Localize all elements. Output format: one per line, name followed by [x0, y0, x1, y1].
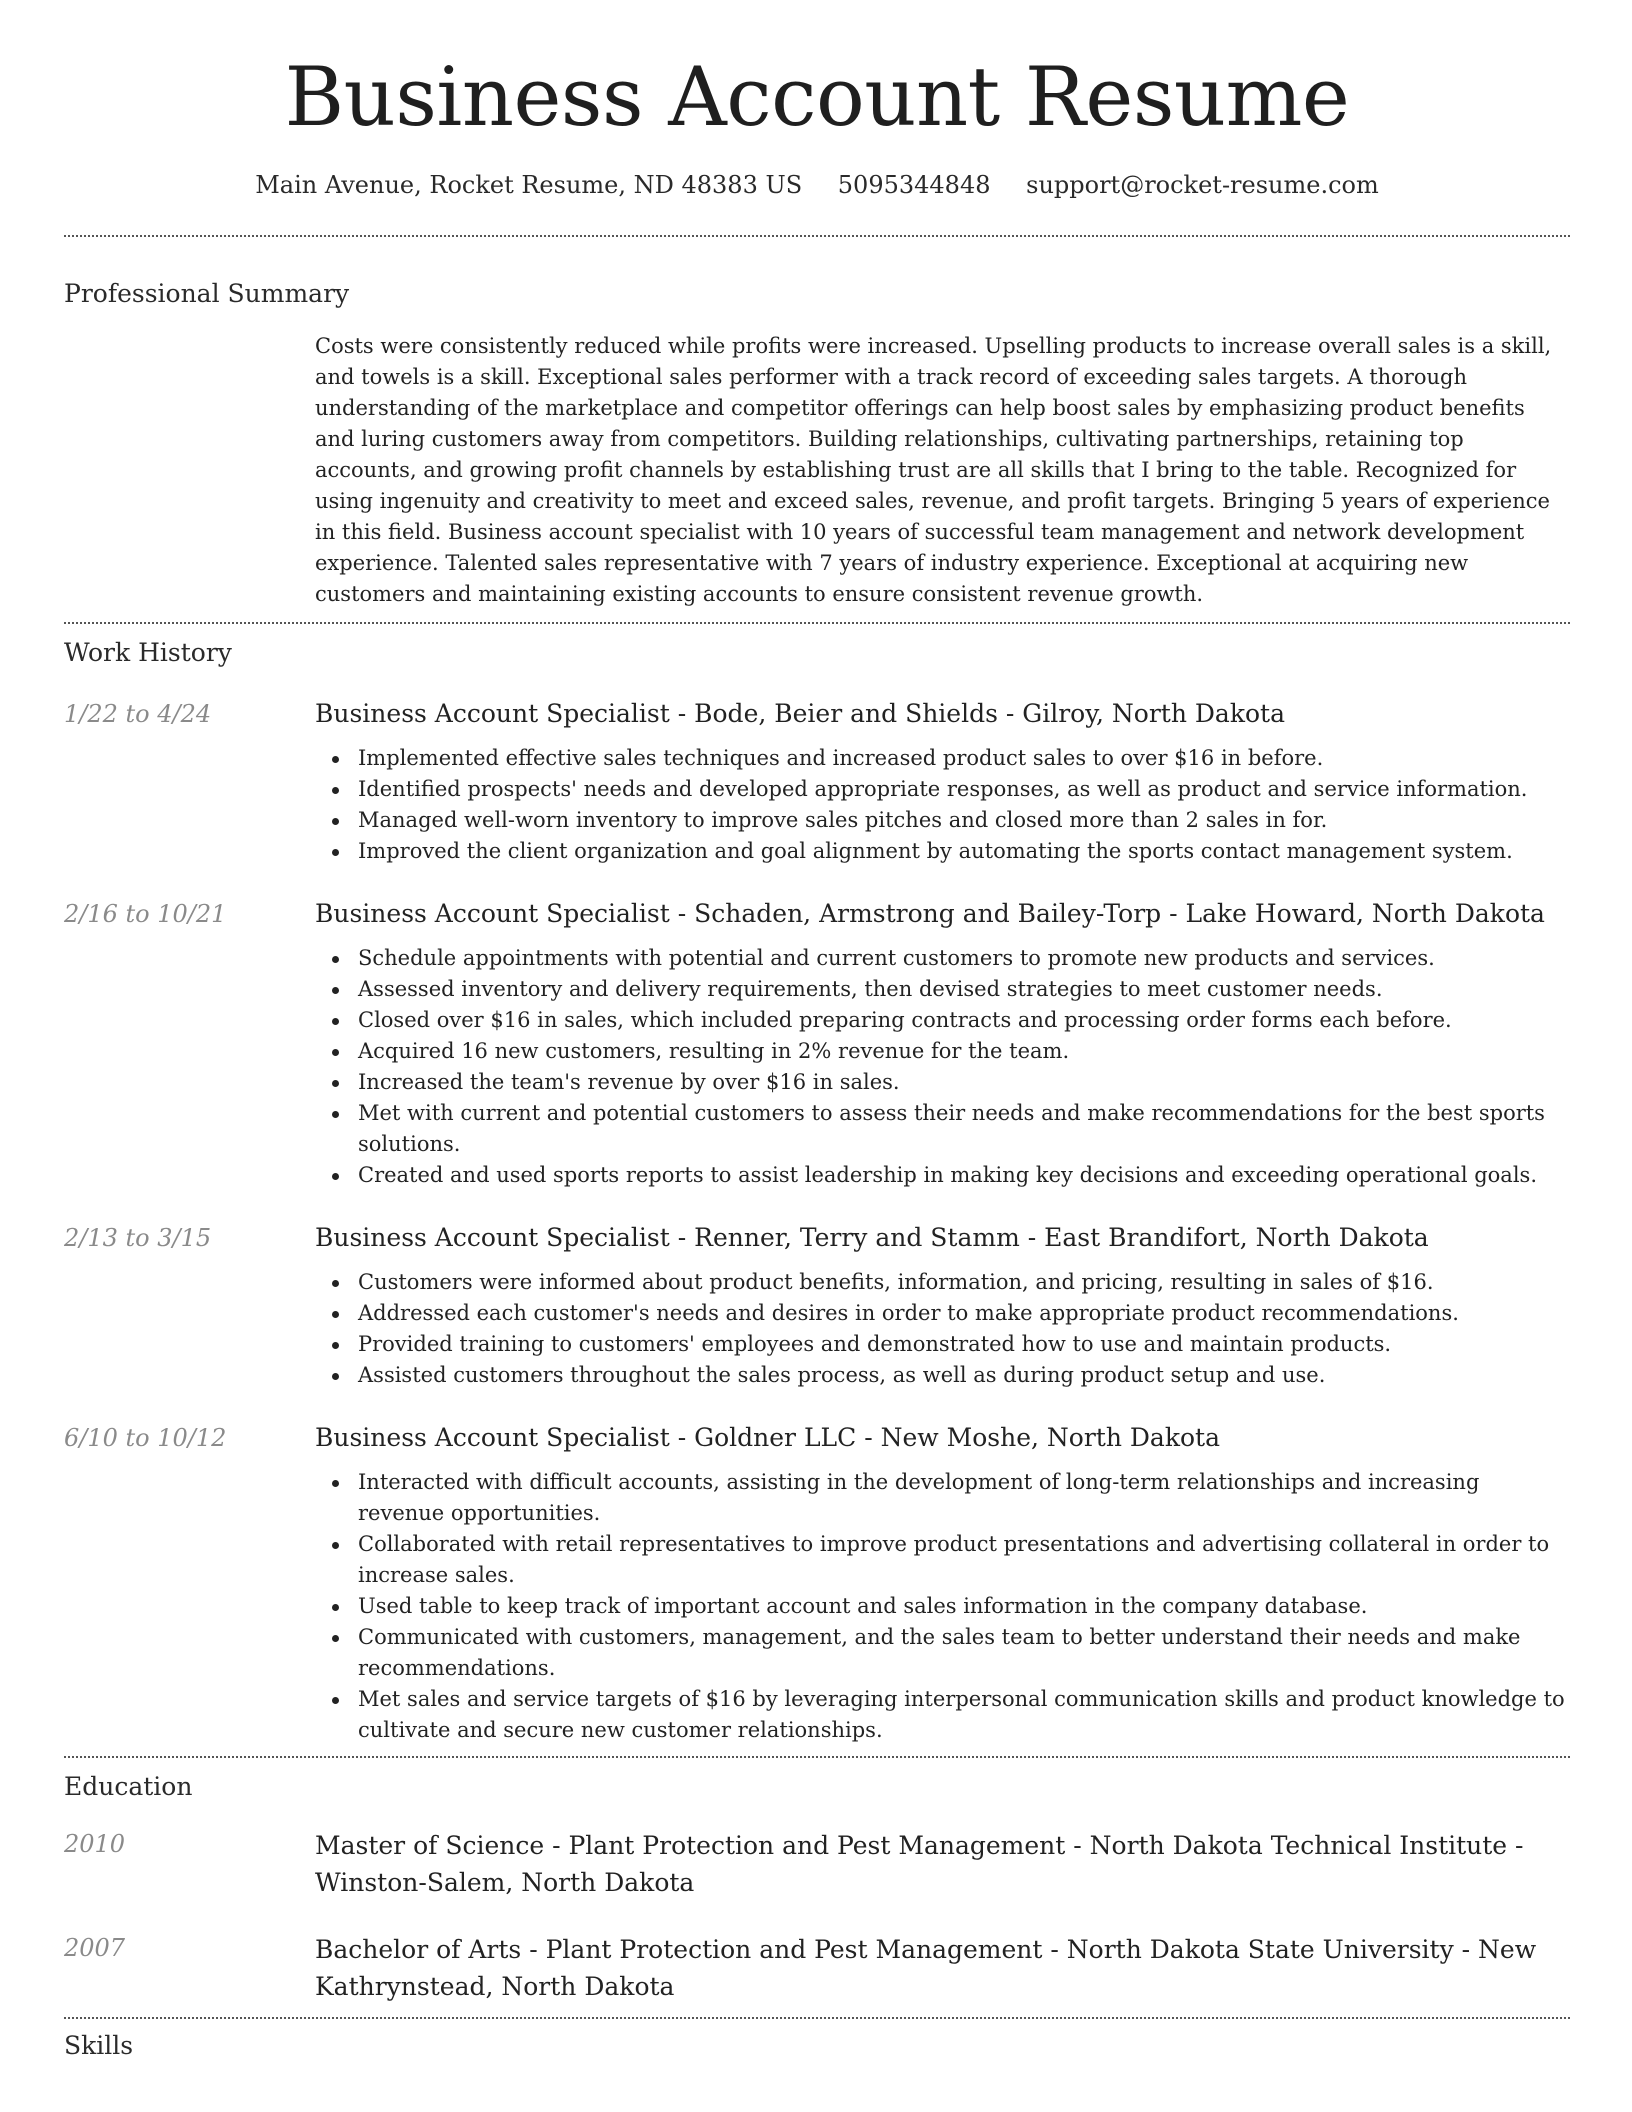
contact-phone: 5095344848 [837, 171, 991, 199]
job-bullet: Increased the team's revenue by over $16 in sales. [358, 1067, 1570, 1098]
resume-page [64, 0, 1570, 2060]
job-body [315, 697, 1570, 867]
job-body [315, 1221, 1570, 1391]
contact-line [64, 171, 1570, 199]
education-entry [64, 1827, 1570, 1901]
job-bullet: Acquired 16 new customers, resulting in 2% revenue for the team. [358, 1036, 1570, 1067]
job-bullet: Assessed inventory and delivery requirements, then devised strategies to meet customer needs. [358, 974, 1570, 1005]
education-year: 2007 [64, 1934, 126, 1962]
job-bullet: Assisted customers throughout the sales process, as well as during product setup and use. [358, 1360, 1570, 1391]
job-entry [64, 697, 1570, 867]
job-title: Business Account Specialist - Bode, Beier and Shields - Gilroy, North Dakota [315, 699, 1285, 728]
job-title: Business Account Specialist - Goldner LLC - New Moshe, North Dakota [315, 1423, 1220, 1452]
section-divider [64, 2017, 1570, 2019]
job-bullet: Interacted with difficult accounts, assisting in the development of long-term relationships and increasing revenue opportunities. [358, 1467, 1570, 1529]
job-entry [64, 1421, 1570, 1746]
skills-heading: Skills [64, 2031, 134, 2060]
section-divider [64, 235, 1570, 237]
job-bullet: Implemented effective sales techniques and increased product sales to over $16 in before. [358, 743, 1570, 774]
job-bullet: Addressed each customer's needs and desires in order to make appropriate product recommendations. [358, 1298, 1570, 1329]
job-dates: 2/13 to 3/15 [64, 1224, 212, 1252]
job-bullets [358, 943, 1570, 1191]
job-bullet: Identified prospects' needs and developed appropriate responses, as well as product and service information. [358, 774, 1570, 805]
education-text: Bachelor of Arts - Plant Protection and Pest Management - North Dakota State University - New Kathrynstead, North Dakota [315, 1935, 1537, 2001]
education-year: 2010 [64, 1830, 126, 1858]
job-title: Business Account Specialist - Renner, Terry and Stamm - East Brandifort, North Dakota [315, 1223, 1429, 1252]
job-bullet: Closed over $16 in sales, which included preparing contracts and processing order forms each before. [358, 1005, 1570, 1036]
job-dates: 1/22 to 4/24 [64, 700, 212, 728]
job-dates: 2/16 to 10/21 [64, 900, 227, 928]
job-entry [64, 897, 1570, 1191]
summary-text: Costs were consistently reduced while profits were increased. Upselling products to increase overall sales is a skill, and towels is a skill. Exceptional sales performer with a track record of exceeding sales targets. A thorough understanding of the marketplace and competitor offerings can help boost sales by emphasizing product benefits and luring customers away from competitors. Building relationships, cultivating partnerships, retaining top accounts, and growing profit channels by establishing trust are all skills that I bring to the table. Recognized for using ingenuity and creativity to meet and exceed sales, revenue, and profit targets. Bringing 5 years of experience in this field. Business account specialist with 10 years of successful team management and network development experience. Talented sales representative with 7 years of industry experience. Exceptional at acquiring new customers and maintaining existing accounts to ensure consistent revenue growth. [315, 334, 1552, 606]
job-bullet: Created and used sports reports to assist leadership in making key decisions and exceeding operational goals. [358, 1160, 1570, 1191]
job-bullet: Communicated with customers, management, and the sales team to better understand their needs and make recommendations. [358, 1622, 1570, 1684]
education-heading: Education [64, 1772, 193, 1801]
section-divider [64, 1756, 1570, 1758]
job-bullets [358, 1267, 1570, 1391]
job-dates: 6/10 to 10/12 [64, 1424, 227, 1452]
job-bullets [358, 1467, 1570, 1746]
job-bullets [358, 743, 1570, 867]
work-history-heading: Work History [64, 638, 232, 667]
education-text: Master of Science - Plant Protection and Pest Management - North Dakota Technical Institute - Winston-Salem, North Dakota [315, 1831, 1524, 1897]
job-bullet: Provided training to customers' employees and demonstrated how to use and maintain products. [358, 1329, 1570, 1360]
job-bullet: Managed well-worn inventory to improve sales pitches and closed more than 2 sales in for. [358, 805, 1570, 836]
job-bullet: Schedule appointments with potential and current customers to promote new products and services. [358, 943, 1570, 974]
work-history-list [64, 697, 1570, 1746]
resume-title: Business Account Resume [284, 51, 1350, 145]
job-bullet: Met with current and potential customers to assess their needs and make recommendations for the best sports solutions. [358, 1098, 1570, 1160]
job-bullet: Improved the client organization and goal alignment by automating the sports contact management system. [358, 836, 1570, 867]
job-bullet: Customers were informed about product benefits, information, and pricing, resulting in sales of $16. [358, 1267, 1570, 1298]
contact-email: support@rocket-resume.com [1026, 171, 1379, 199]
section-divider [64, 622, 1570, 624]
job-bullet: Collaborated with retail representatives to improve product presentations and advertising collateral in order to increase sales. [358, 1529, 1570, 1591]
job-bullet: Used table to keep track of important account and sales information in the company database. [358, 1591, 1570, 1622]
job-title: Business Account Specialist - Schaden, Armstrong and Bailey-Torp - Lake Howard, North Dakota [315, 899, 1545, 928]
job-bullet: Met sales and service targets of $16 by leveraging interpersonal communication skills and product knowledge to cultivate and secure new customer relationships. [358, 1684, 1570, 1746]
education-entry [64, 1931, 1570, 2005]
contact-address: Main Avenue, Rocket Resume, ND 48383 US [255, 171, 803, 199]
job-entry [64, 1221, 1570, 1391]
summary-heading: Professional Summary [64, 279, 350, 308]
job-body [315, 1421, 1570, 1746]
job-body [315, 897, 1570, 1191]
